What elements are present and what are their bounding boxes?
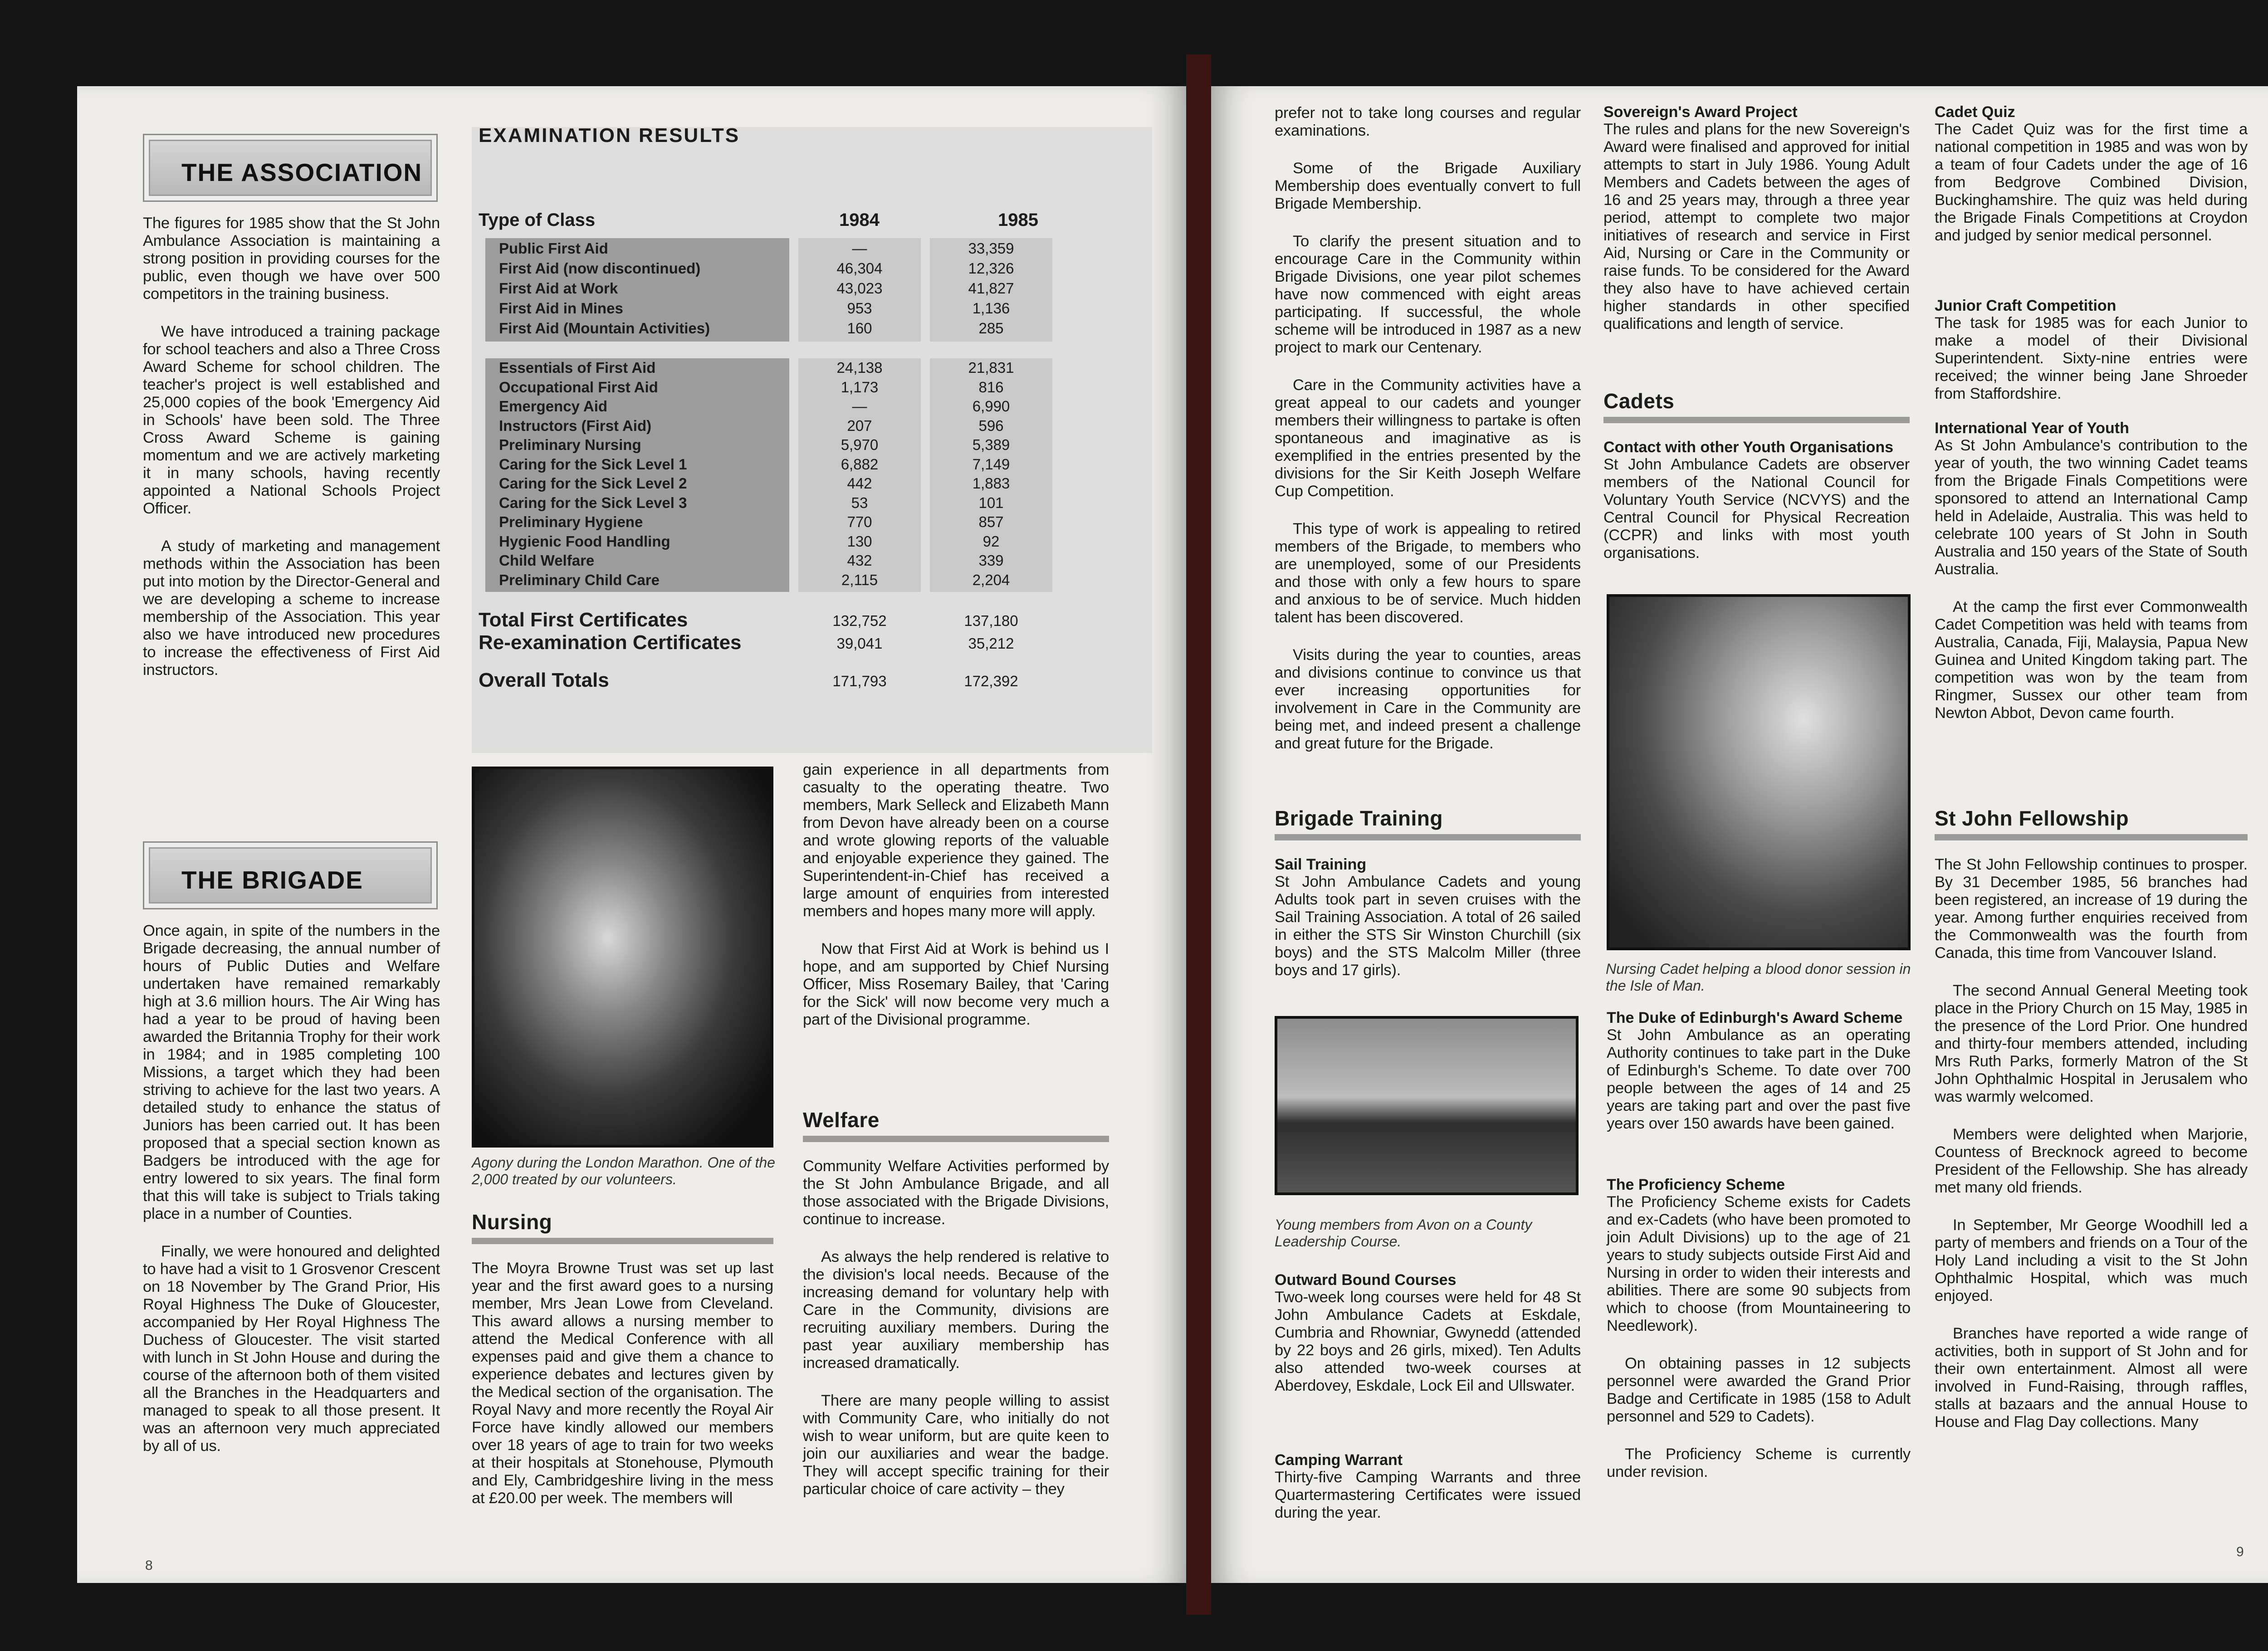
exam-row-1984: 53 <box>851 494 868 511</box>
exam-row-1985: 596 <box>978 417 1004 434</box>
cadets-heading: Cadets <box>1603 388 1910 423</box>
paragraph: As St John Ambulance's contribution to the year of youth, the two winning Cadet teams from the Brigade Finals Competitions were sponsored to attend an International Camp held in Adelaide, Australia. This was held to celebrate 100 years of St John in South Australia and 150 years of the State of South Australia. <box>1935 437 2248 578</box>
marathon-photo <box>472 767 773 1148</box>
paragraph: There are many people willing to assist with Community Care, who initially do not wish to wear uniform, but are quite keen to join our auxiliaries and wear the badge. They will accept specific training for their particular choice of care activity – they <box>803 1392 1109 1498</box>
iyy-heading: International Year of Youth <box>1935 420 2129 437</box>
exam-row <box>77 358 1186 377</box>
paragraph: At the camp the first ever Commonwealth Cadet Competition was held with teams from Australia, Canada, Fiji, Malaysia, Papua New Guinea and United Kingdom taking part. The competition was won by the team from Ringmer, Sussex our other team from Newton Abbot, Devon came fourth. <box>1935 598 2248 722</box>
col-header-type: Type of Class <box>479 210 596 230</box>
paragraph: This type of work is appealing to retired members of the Brigade, to members who are unemployed, some of our Presidents and those with only a few hours to spare and anxious to be of service. Much hidden talent has been discovered. <box>1275 520 1581 626</box>
contact-heading: Contact with other Youth Organisations <box>1603 439 1894 456</box>
welfare-text <box>803 1158 1109 1498</box>
exam-row <box>77 319 1186 338</box>
binding-gutter <box>1186 54 1211 1615</box>
iyy-section <box>1935 420 2248 722</box>
col-header-1984: 1984 <box>839 210 880 230</box>
exam-row <box>77 397 1186 416</box>
exam-row-1984: 43,023 <box>836 280 883 297</box>
brigade-text <box>143 922 440 1455</box>
outward-bound-text: Two-week long courses were held for 48 St John Ambulance Cadets at Eskdale, Cumbria and Rhowniar, Gwynedd (attended by 22 boys and 26 girls, mixed). Ten Adults also attended two-week courses at Aberdovey, Eskdale, Lock Eil and Ullswater. <box>1275 1289 1581 1394</box>
proficiency-text <box>1607 1193 1911 1481</box>
cadet-quiz-section <box>1935 103 2248 244</box>
overall-1985: 172,392 <box>964 673 1018 689</box>
overall-label: Overall Totals <box>479 669 609 691</box>
column3-text <box>803 761 1109 1029</box>
outward-bound-heading: Outward Bound Courses <box>1275 1271 1457 1289</box>
exam-row <box>77 239 1186 258</box>
exam-row <box>77 259 1186 278</box>
exam-row <box>77 513 1186 532</box>
exam-row-1985: 33,359 <box>968 240 1014 257</box>
exam-row-1985: 41,827 <box>968 280 1014 297</box>
paragraph: On obtaining passes in 12 subjects personnel were awarded the Grand Prior Badge and Certificate in 1985 (158 to Adult personnel and 529 to Cadets). <box>1607 1355 1911 1425</box>
exam-row-1984: 160 <box>847 320 872 337</box>
photo-caption: Nursing Cadet helping a blood donor session in the Isle of Man. <box>1606 961 1911 994</box>
paragraph: To clarify the present situation and to encourage Care in the Community within Brigade Divisions, one year pilot schemes have now commenced with eight areas participating. If successful, the whole scheme will be introduced in 1987 as a new project to mark our Centenary. <box>1275 233 1581 356</box>
exam-row <box>77 493 1186 513</box>
exam-row-1984: 953 <box>847 300 872 317</box>
total-first-1985: 137,180 <box>964 612 1018 629</box>
cadets-section <box>1603 388 1910 562</box>
paragraph: We have introduced a training package for school teachers and also a Three Cross Award Scheme for school children. The teacher's project is well established and 25,000 copies of the book 'Emergency Aid in Schools' have been sold. The Three Cross Award Scheme is gaining momentum and we are actively marketing it in many schools, having recently appointed a National Schools Project Officer. <box>143 323 440 517</box>
exam-row-label: Caring for the Sick Level 3 <box>499 494 687 511</box>
sovereign-heading: Sovereign's Award Project <box>1603 103 1798 121</box>
exam-row-1985: 12,326 <box>968 260 1014 277</box>
association-heading-box <box>143 134 438 202</box>
exam-row-1985: 1,883 <box>972 475 1010 492</box>
paragraph: As always the help rendered is relative to the division's local needs. Because of the increasing demand for voluntary help with Care in the Community, divisions are recruiting auxiliary members. During the past year auxiliary membership has increased dramatically. <box>803 1248 1109 1372</box>
fellowship-section <box>1935 805 2248 1431</box>
exam-row-label: Preliminary Child Care <box>499 571 660 588</box>
paragraph: In September, Mr George Woodhill led a party of members and friends on a Tour of the Holy Land including a visit to the St John Ophthalmic Hospital, which was much enjoyed. <box>1935 1216 2248 1304</box>
association-heading: THE ASSOCIATION <box>181 158 423 186</box>
sail-training-text: St John Ambulance Cadets and young Adults took part in seven cruises with the Sail Training Association. A total of 26 sailed in either the STS Sir Winston Churchill (six boys) and the STS Malcolm Miller (three boys and 17 girls). <box>1275 873 1581 979</box>
edinburgh-text: St John Ambulance as an operating Authority continues to take part in the Duke of Edinburgh's Scheme. To date over 700 people between the ages of 14 and 25 years are taking part and over the past five years over 150 awards have been gained. <box>1607 1026 1911 1132</box>
exam-row-label: First Aid at Work <box>499 280 618 297</box>
exam-row-1984: 6,882 <box>841 455 879 473</box>
welfare-section <box>803 1107 1109 1498</box>
exam-row-1985: 6,990 <box>972 398 1010 415</box>
exam-row-label: Occupational First Aid <box>499 378 658 396</box>
total-first-label: Total First Certificates <box>479 609 688 631</box>
junior-craft-text: The task for 1985 was for each Junior to make a model of their Divisional Superintendent. Sixty-nine entries were received; the winner being Jane Shroeder from Staffordshire. <box>1935 314 2248 402</box>
cadet-quiz-text: The Cadet Quiz was for the first time a national competition in 1985 and was won by a team of four Cadets under the age of 16 from Bedgrove Combined Division, Buckinghamshire. The quiz was held during the Brigade Finals Competitions at Croydon and judged by senior medical personnel. <box>1935 121 2248 244</box>
brigade-training-section <box>1275 805 1581 979</box>
paragraph: The Proficiency Scheme is currently under revision. <box>1607 1446 1911 1480</box>
outward-bound-section <box>1275 1271 1581 1395</box>
exam-row-1984: 432 <box>847 552 872 569</box>
paragraph: Now that First Aid at Work is behind us I hope, and am supported by Chief Nursing Officer, Miss Rosemary Bailey, that 'Caring for the Sick' will now become very much a part of the Divisional programme. <box>803 940 1109 1028</box>
exam-row-1984: — <box>852 398 867 415</box>
exam-row-1985: 5,389 <box>972 436 1010 453</box>
reexam-1985: 35,212 <box>968 635 1014 652</box>
paragraph: Visits during the year to counties, areas and divisions continue to convince us that ever increasing opportunities for involvement in Care in the Community are being met, and indeed present a challenge and great future for the Brigade. <box>1275 646 1581 752</box>
camping-text: Thirty-five Camping Warrants and three Quartermastering Certificates were issued during the year. <box>1275 1469 1581 1521</box>
sailing-photo <box>1275 1016 1579 1195</box>
paragraph: Branches have reported a wide range of activities, both in support of St John and for their own entertainment. Almost all were involved in Fund-Raising, through raffles, stalls at bazaars and the annual House to House and Flag Day collections. Many <box>1935 1325 2248 1431</box>
photo-caption: Young members from Avon on a County Leadership Course. <box>1275 1216 1532 1250</box>
exam-row-label: Essentials of First Aid <box>499 359 656 376</box>
exam-row-1984: 24,138 <box>836 359 883 376</box>
exam-row-1985: 2,204 <box>972 571 1010 588</box>
exam-row-label: Hygienic Food Handling <box>499 532 670 550</box>
paragraph: Community Welfare Activities performed by the St John Ambulance Brigade, and all those associated with the Brigade Divisions, continue to increase. <box>803 1158 1109 1228</box>
paragraph: The figures for 1985 show that the St John Ambulance Association is maintaining a strong position in providing courses for the public, even though we have over 500 competitors in the training business. <box>143 215 440 303</box>
exam-row-label: Preliminary Hygiene <box>499 513 643 530</box>
junior-craft-heading: Junior Craft Competition <box>1935 297 2116 314</box>
exam-row-label: First Aid (now discontinued) <box>499 260 701 277</box>
exam-row-1984: 442 <box>847 475 872 492</box>
blood-donor-photo <box>1607 594 1911 950</box>
proficiency-section <box>1607 1176 1911 1481</box>
paragraph: The second Annual General Meeting took place in the Priory Church on 15 May, 1985 in the presence of the Lord Prior. One hundred and thirty-four members attended, including Mrs Ruth Parks, formerly Matron of the St John Ophthalmic Hospital in Jerusalem who was warmly welcomed. <box>1935 982 2248 1105</box>
paragraph: prefer not to take long courses and regular examinations. <box>1275 104 1581 139</box>
left-page <box>77 86 1186 1583</box>
brigade-heading-box <box>143 841 438 909</box>
exam-row-label: Instructors (First Aid) <box>499 417 652 434</box>
brigade-heading: THE BRIGADE <box>181 866 363 894</box>
fellowship-heading: St John Fellowship <box>1935 805 2248 840</box>
exam-row-1984: 5,970 <box>841 436 879 453</box>
paragraph: The St John Fellowship continues to prosper. By 31 December 1985, 56 branches had been registered, an increase of 19 during the year. Among further enquiries received from the Commonwealth was the fourth from Canada, this time from Vancouver Island. <box>1935 856 2248 962</box>
exam-row-label: Public First Aid <box>499 240 608 257</box>
sovereign-text: The rules and plans for the new Sovereign's Award were finalised and approved for initial attempts to start in July 1986. Young Adult Members and Cadets between the ages of 16 and 25 years may, through a three year period, attempt to complete two major initiatives of research and service in First Aid, Nursing or Care in the Community or raise funds. To be considered for the Award they also have to have achieved certain higher standards in other specified qualifications and length of service. <box>1603 121 1910 332</box>
fellowship-text <box>1935 856 2248 1431</box>
exam-row-1984: 46,304 <box>836 260 883 277</box>
exam-row <box>77 551 1186 570</box>
exam-row-1984: 770 <box>847 513 872 530</box>
exam-row-1985: 1,136 <box>972 300 1010 317</box>
exam-row <box>77 474 1186 493</box>
brigade-training-heading: Brigade Training <box>1275 805 1581 840</box>
exam-row-1985: 101 <box>978 494 1004 511</box>
exam-row-label: Caring for the Sick Level 1 <box>499 455 687 473</box>
camping-heading: Camping Warrant <box>1275 1451 1403 1469</box>
contact-text: St John Ambulance Cadets are observer members of the National Council for Voluntary Youth Service (NCVYS) and the Central Council for Physical Recreation (CCPR) and links with most youth organisations. <box>1603 456 1910 562</box>
nursing-section <box>472 1209 773 1507</box>
exam-row-1985: 285 <box>978 320 1004 337</box>
exam-row-1984: 207 <box>847 417 872 434</box>
page-number: 9 <box>2236 1544 2244 1559</box>
reexam-label: Re-examination Certificates <box>479 631 742 654</box>
exam-row-label: Caring for the Sick Level 2 <box>499 475 687 492</box>
edinburgh-section <box>1607 1009 1911 1133</box>
overall-1984: 171,793 <box>832 673 887 689</box>
right-page <box>1211 86 2268 1583</box>
exam-row-1985: 816 <box>978 378 1004 396</box>
exam-row-1985: 339 <box>978 552 1004 569</box>
exam-row-1984: 2,115 <box>841 571 878 588</box>
exam-row-1985: 857 <box>978 513 1004 530</box>
exam-row <box>77 455 1186 474</box>
edinburgh-heading: The Duke of Edinburgh's Award Scheme <box>1607 1009 1903 1026</box>
col-header-1985: 1985 <box>998 210 1038 230</box>
paragraph: The Proficiency Scheme exists for Cadets and ex-Cadets (who have been promoted to join Adult Divisions) up to the age of 21 years to study subjects outside First Aid and Nursing in order to widen their interests and abilities. There are some 90 subjects from which to choose (from Mountaineering to Needlework). <box>1607 1193 1911 1334</box>
exam-row <box>77 416 1186 435</box>
exam-row <box>77 299 1186 318</box>
exam-row <box>77 279 1186 298</box>
exam-row-1985: 7,149 <box>972 455 1010 473</box>
exam-row-label: First Aid in Mines <box>499 300 623 317</box>
sovereign-section <box>1603 103 1910 333</box>
exam-row <box>77 532 1186 551</box>
exam-row-1984: 130 <box>847 532 872 550</box>
exam-row-label: First Aid (Mountain Activities) <box>499 320 710 337</box>
exam-row <box>77 435 1186 454</box>
reexam-1984: 39,041 <box>836 635 883 652</box>
exam-row <box>77 378 1186 397</box>
proficiency-heading: The Proficiency Scheme <box>1607 1176 1785 1193</box>
paragraph: gain experience in all departments from casualty to the operating theatre. Two members, Mark Selleck and Elizabeth Mann from Devon have already been on a course and wrote glowing reports of the valuable and enjoyable experience they gained. The Superintendent-in-Chief has received a large amount of enquiries from interested members and hopes many more will apply. <box>803 761 1109 920</box>
cadet-quiz-heading: Cadet Quiz <box>1935 103 2015 121</box>
paragraph: A study of marketing and management methods within the Association has been put into motion by the Director-General and we are developing a scheme to increase membership of the Association. This year also we have introduced new procedures to increase the effectiveness of First Aid instructors. <box>143 537 440 679</box>
exam-row-1985: 92 <box>982 532 1000 550</box>
exam-row-1984: 1,173 <box>841 378 879 396</box>
exam-row <box>77 571 1186 590</box>
exam-results-title: EXAMINATION RESULTS <box>479 124 740 147</box>
welfare-heading: Welfare <box>803 1107 1109 1142</box>
paragraph: Some of the Brigade Auxiliary Membership does eventually convert to full Brigade Membership. <box>1275 160 1581 212</box>
nursing-heading: Nursing <box>472 1209 773 1244</box>
exam-row-label: Preliminary Nursing <box>499 436 641 453</box>
iyy-text <box>1935 437 2248 722</box>
camping-section <box>1275 1451 1581 1522</box>
paragraph: Finally, we were honoured and delighted to have had a visit to 1 Grosvenor Crescent on 18 November by The Grand Prior, His Royal Highness The Duke of Gloucester, accompanied by Her Royal Highness The Duchess of Gloucester. The visit started with lunch in St John House and during the course of the afternoon both of them visited all the Branches in the Headquarters and managed to speak to all those present. It was an afternoon very much appreciated by all of us. <box>143 1243 440 1455</box>
column1-text <box>1275 104 1581 752</box>
paragraph: Care in the Community activities have a great appeal to our cadets and younger members their willingness to partake is often spontaneous and imaginative as is exemplified in the entries presented by the divisions for the Sir Keith Joseph Welfare Cup Competition. <box>1275 376 1581 500</box>
junior-craft-section <box>1935 297 2248 403</box>
paragraph: Once again, in spite of the numbers in the Brigade decreasing, the annual number of hours of Public Duties and Welfare undertaken have remained remarkably high at 3.6 million hours. The Air Wing has had a year to be proud of having been awarded the Britannia Trophy for their work in 1984; and in 1985 completing 100 Missions, a target which they had been striving to achieve for the last two years. A detailed study to enhance the status of Juniors has been carried out. It has been proposed that a special section known as Badgers be introduced with the age for entry lowered to six years. The final form that this will take is subject to Trials taking place in a number of Counties. <box>143 922 440 1222</box>
paragraph: Members were delighted when Marjorie, Countess of Brecknock agreed to become President of the Fellowship. She has already met many old friends. <box>1935 1126 2248 1196</box>
photo-caption: Agony during the London Marathon. One of the 2,000 treated by our volunteers. <box>472 1154 775 1187</box>
exam-row-label: Child Welfare <box>499 552 595 569</box>
page-number: 8 <box>145 1558 153 1573</box>
exam-row-label: Emergency Aid <box>499 398 608 415</box>
nursing-text: The Moyra Browne Trust was set up last year and the first award goes to a nursing member, Mrs Jean Lowe from Cleveland. This award allows a nursing member to attend the Medical Conference with all expenses paid and give them a chance to experience debates and lectures given by the Medical section of the organisation. The Royal Navy and more recently the Royal Air Force have kindly allowed our members over 18 years of age to train for two weeks at their hospitals at Stonehouse, Plymouth and Ely, Cambridgeshire living in the mess at £20.00 per week. The members will <box>472 1260 773 1507</box>
total-first-1984: 132,752 <box>832 612 887 629</box>
exam-row-1985: 21,831 <box>968 359 1014 376</box>
exam-row-1984: — <box>852 240 867 257</box>
sail-training-heading: Sail Training <box>1275 856 1367 873</box>
